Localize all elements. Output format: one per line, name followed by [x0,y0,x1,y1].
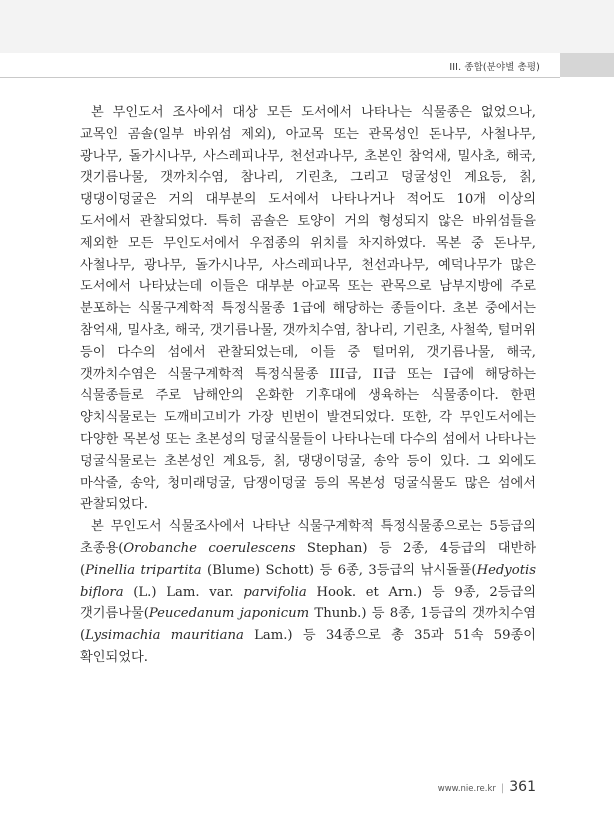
scientific-name: Orobanche coerulescens [123,540,296,556]
header-rule [0,77,560,78]
p2-text: Lam.) 등 34종으로 총 35과 51속 59종이 확인되었다. [80,628,536,665]
p2-text: (Blume) Schott) 등 6종, 3등급의 낚시돌풀( [201,562,477,578]
scientific-name: Peucedanum japonicum [148,606,310,622]
p2-text: Thunb.) 등 8종, 1등급의 갯까치수염( [80,606,536,644]
p2-text: Stephan) 등 2종, 4등급의 대반하( [80,540,536,578]
paragraph-1: 본 무인도서 조사에서 대상 모든 도서에서 나타나는 식물종은 없었으나, 교목인 곰솔(일부 바위섬 제외), 아교목 또는 관목성인 돈나무, 사철나무, 광나무, 돌가시나무, 사스레피나무, 천선과나무, 초본인 참억새, 밀사초, 해국, 갯기름나물, 갯까치수염, 참나리, 기린초, 그리고 덩굴성인 계요등, 칡, 댕댕이덩굴은 거의 대부분의 도서에서 나타나거나 적어도 10개 이상의 도서에서 관찰되었다. 특히 곰솔은 토양이 거의 형성되지 않은 바위섬들을 제외한 모든 무인도서에서 우점종의 위치를 차지하였다. 목본 중 돈나무, 사철나무, 광나무, 돌가시나무, 사스레피나무, 천선과나무, 예덕나무가 많은 도서에서 나타났는데 이들은 대부분 아교목 또는 관목으로 남부지방에 주로 분포하는 식물구계학적 특정식물종 1급에 해당하는 종들이다. 초본 중에서는 참억새, 밀사초, 해국, 갯기름나물, 갯까치수염, 참나리, 기린초, 사철쑥, 털머위 등이 다수의 섬에서 관찰되었는데, 이들 중 털머위, 갯기름나물, 해국, 갯까치수염은 식물구계학적 특정식물종 III급, II급 또는 I급에 해당하는 식물종들로 주로 남해안의 온화한 기후대에 생육하는 식물종이다. 한편 양치식물로는 도깨비고비가 가장 빈번이 발견되었다. 또한, 각 무인도서에는 다양한 목본성 또는 초본성의 덩굴식물들이 나타나는데 다수의 섬에서 나타나는 덩굴식물로는 초본성인 계요등, 칡, 댕댕이덩굴, 송악 등이 있다. 그 외에도 마삭줄, 송악, 청미래덩굴, 담쟁이덩굴 등의 목본성 덩굴식물도 많은 섬에서 관찰되었다. [80,105,536,513]
footer-separator: | [500,783,505,794]
header-band [0,0,614,53]
body-text [80,102,536,669]
paragraph-2 [80,516,536,669]
page-number: 361 [509,779,536,795]
p2-text: Hook. et Arn.) 등 9종, 2등급의 갯기름나물( [80,584,536,622]
section-tab [560,53,614,77]
scientific-name: Lysimachia mauritiana [85,628,244,644]
running-header: III. 종합(분야별 총평) [449,62,540,73]
scientific-name: Pinellia tripartita [85,562,202,578]
scientific-name: Hedyotis biflora [80,562,536,600]
scientific-name: parvifolia [243,584,307,600]
footer-url[interactable]: www.nie.re.kr [437,784,496,794]
p2-text: (L.) Lam. var. [123,584,244,600]
p2-text: 본 무인도서 식물조사에서 나타난 식물구계학적 특정식물종으로는 5등급의 초종용( [80,519,536,556]
page-footer [438,779,536,795]
